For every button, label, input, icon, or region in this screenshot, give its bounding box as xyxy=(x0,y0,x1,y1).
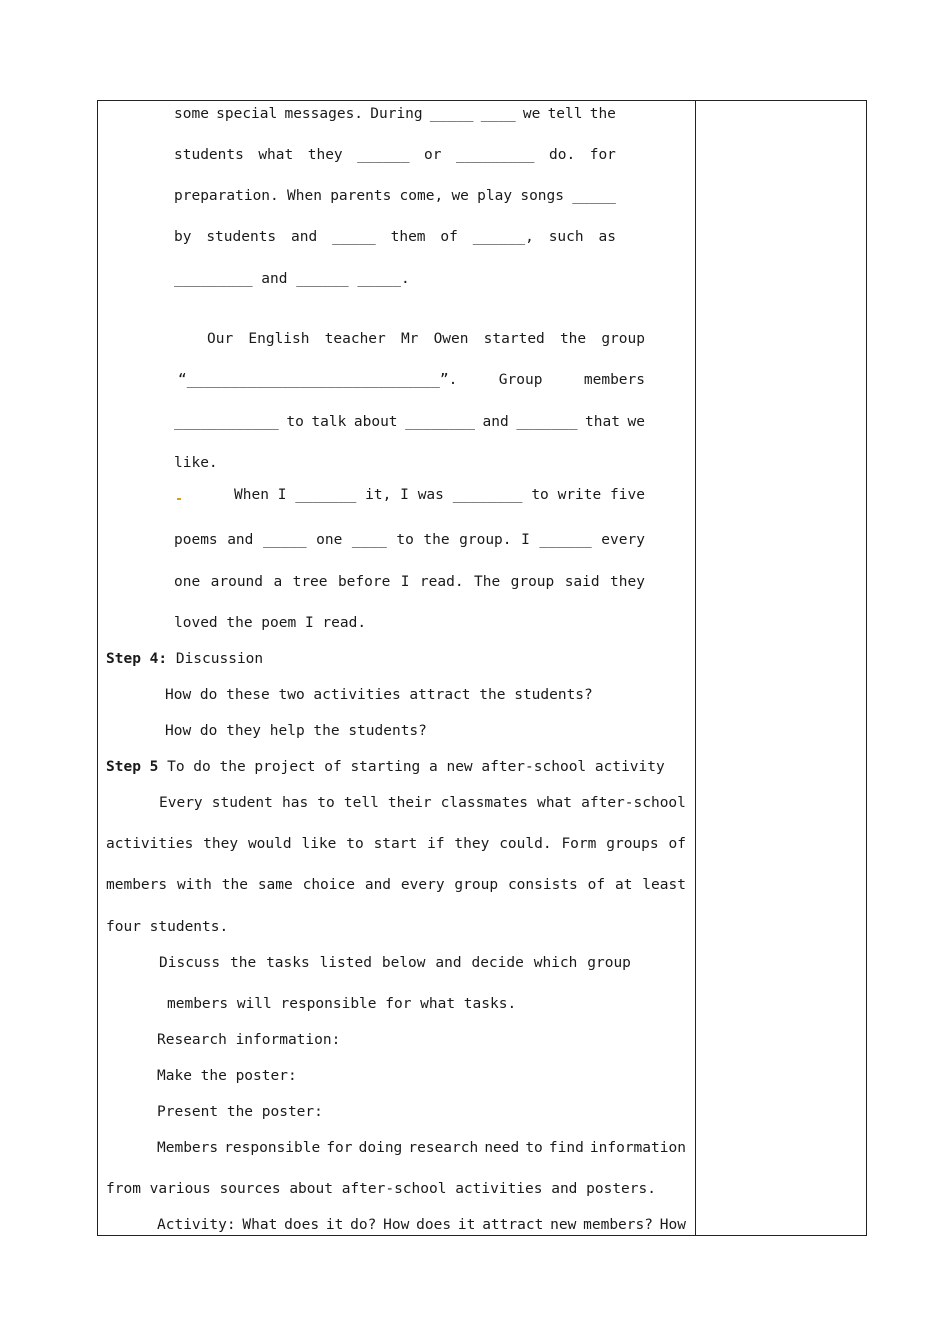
task-item: Make the poster: xyxy=(157,1068,297,1084)
step-label: Step 5 xyxy=(106,759,159,775)
question: How do they help the students? xyxy=(165,723,427,739)
text-line: “_____________________________”. Group members xyxy=(178,372,645,388)
text-line: from various sources about after-school activities and posters. xyxy=(106,1181,656,1197)
text-line: members with the same choice and every group consists of at least xyxy=(106,877,686,893)
step-title: Discussion xyxy=(167,651,264,667)
step-4-heading xyxy=(106,650,263,668)
text-line: members will responsible for what tasks. xyxy=(167,996,517,1012)
text-line: preparation. When parents come, we play songs _____ xyxy=(174,188,616,204)
text-line: Members responsible for doing research need to find information xyxy=(157,1140,686,1156)
text-line: When I _______ it, I was ________ to write five xyxy=(234,487,645,503)
text-line: activities they would like to start if they could. Form groups of xyxy=(106,836,686,852)
text-line: _________ and ______ _____. xyxy=(174,271,410,287)
text-line: by students and _____ them of ______, such as xyxy=(174,229,616,245)
text-line: one around a tree before I read. The group said they xyxy=(174,574,645,590)
text-line: Discuss the tasks listed below and decide which group xyxy=(159,955,631,971)
text-line: four students. xyxy=(106,919,229,935)
text-line: poems and _____ one ____ to the group. I ______ every xyxy=(174,532,645,548)
text-line: Our English teacher Mr Owen started the group xyxy=(207,331,645,347)
edit-mark xyxy=(177,498,181,500)
text-line: like. xyxy=(174,455,218,471)
task-item: Present the poster: xyxy=(157,1104,323,1120)
step-label: Step 4: xyxy=(106,651,168,667)
text-line: Activity: What does it do? How does it attract new members? How xyxy=(157,1217,686,1233)
text-line: Every student has to tell their classmates what after-school xyxy=(159,795,686,811)
text-line: students what they ______ or _________ do. for xyxy=(174,147,616,163)
text-line: some special messages. During _____ ____ we tell the xyxy=(174,106,616,122)
text-line: ____________ to talk about ________ and _______ that we xyxy=(174,414,645,430)
task-item: Research information: xyxy=(157,1032,341,1048)
lesson-table xyxy=(97,100,867,1236)
step-title: To do the project of starting a new after-school activity xyxy=(158,759,665,775)
question: How do these two activities attract the students? xyxy=(165,687,593,703)
step-5-heading xyxy=(106,758,665,776)
text-line: loved the poem I read. xyxy=(174,615,367,631)
notes-cell xyxy=(696,101,866,1235)
